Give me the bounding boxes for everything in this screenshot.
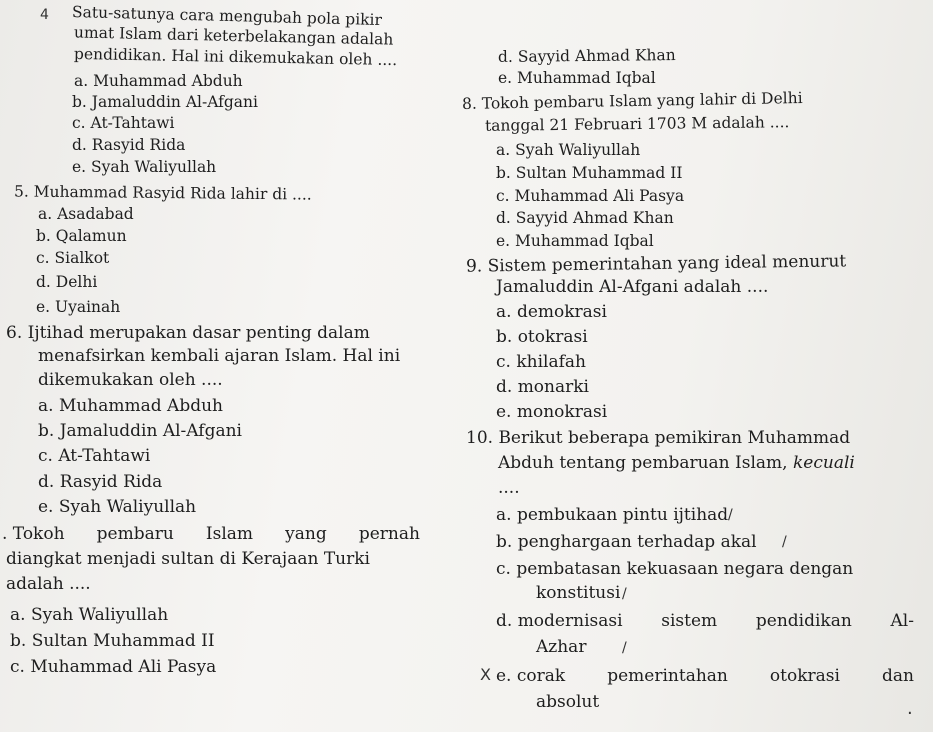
q6-line-2: menafsirkan kembali ajaran Islam. Hal ini xyxy=(38,346,401,366)
q6-option-e: e. Syah Waliyullah xyxy=(38,497,197,517)
q4-option-b: b. Jamaluddin Al-Afgani xyxy=(72,93,258,111)
q10-line-3: .... xyxy=(498,478,520,498)
q8-line-2: tanggal 21 Februari 1703 M adalah .... xyxy=(484,113,790,135)
q10-line-2-text: Abduh tentang pembaruan Islam, xyxy=(498,453,788,473)
q9-line-2: Jamaluddin Al-Afgani adalah .... xyxy=(496,277,769,297)
q10-option-b: b. penghargaan terhadap akal xyxy=(496,532,757,552)
q10-e-word: e. corak xyxy=(496,666,566,686)
q10-option-c-line-1: c. pembatasan kekuasaan negara dengan xyxy=(496,559,854,579)
q10-e-word: otokrasi xyxy=(769,666,840,686)
q7-option-d: d. Sayyid Ahmad Khan xyxy=(497,46,676,66)
q10-option-d-line-1 xyxy=(496,611,914,631)
q10-d-word: pendidikan xyxy=(755,611,852,631)
q10-d-word: sistem xyxy=(661,611,718,631)
q6-option-c: c. At-Tahtawi xyxy=(38,446,151,466)
q7-option-e: e. Muhammad Iqbal xyxy=(498,69,656,87)
q7-line-1 xyxy=(2,524,420,544)
q10-e-word: pemerintahan xyxy=(607,666,728,686)
q5-option-c: c. Sialkot xyxy=(36,249,110,267)
q7-word: pembaru xyxy=(96,524,174,544)
q7-option-b: b. Sultan Muhammad II xyxy=(10,631,215,651)
q9-option-d: d. monarki xyxy=(496,377,589,397)
q8-option-a: a. Syah Waliyullah xyxy=(496,141,641,159)
q8-option-d: d. Sayyid Ahmad Khan xyxy=(496,209,674,227)
q10-option-c-line-2: konstitusi xyxy=(536,583,621,603)
q8-line-1: 8. Tokoh pembaru Islam yang lahir di Delhi xyxy=(461,89,803,113)
q5-option-e: e. Uyainah xyxy=(36,298,121,316)
q10-option-a: a. pembukaan pintu ijtihad xyxy=(496,505,729,525)
q10-line-1: 10. Berikut beberapa pemikiran Muhammad xyxy=(466,428,851,448)
q10-line-2 xyxy=(498,453,855,473)
ink-dot-icon: · xyxy=(907,703,913,724)
q7-word: yang xyxy=(285,524,327,544)
q8-option-c: c. Muhammad Ali Pasya xyxy=(496,187,685,205)
q10-d-word: d. modernisasi xyxy=(496,611,623,631)
pencil-check-mark: / xyxy=(622,586,627,602)
q9-option-e: e. monokrasi xyxy=(496,402,608,422)
q4-option-e: e. Syah Waliyullah xyxy=(72,158,217,176)
q10-option-e-line-1 xyxy=(496,666,914,686)
pencil-check-mark: / xyxy=(782,534,787,550)
q5-question: 5. Muhammad Rasyid Rida lahir di .... xyxy=(13,182,312,204)
q9-line-1: 9. Sistem pemerintahan yang ideal menurut xyxy=(465,251,847,277)
q4-line-2: umat Islam dari keterbelakangan adalah xyxy=(73,23,394,49)
q7-word: pernah xyxy=(358,524,420,544)
pencil-cross-mark: X xyxy=(480,665,491,684)
q10-option-d-line-2: Azhar xyxy=(536,637,587,657)
handwritten-note-kecuali: kecuali xyxy=(792,453,855,473)
q7-option-a: a. Syah Waliyullah xyxy=(10,605,169,625)
q7-option-c: c. Muhammad Ali Pasya xyxy=(10,657,217,677)
pencil-check-mark: / xyxy=(622,640,627,656)
question-number-4: 4 xyxy=(40,7,49,23)
q6-line-3: dikemukakan oleh .... xyxy=(38,370,223,390)
q6-option-b: b. Jamaluddin Al-Afgani xyxy=(38,421,242,441)
q10-option-e-line-2: absolut xyxy=(536,692,600,712)
q6-line-1: 6. Ijtihad merupakan dasar penting dalam xyxy=(6,323,370,343)
q9-option-c: c. khilafah xyxy=(496,352,586,372)
q4-line-1: Satu-satunya cara mengubah pola pikir xyxy=(71,2,383,30)
q4-line-3: pendidikan. Hal ini dikemukakan oleh .... xyxy=(73,44,398,70)
q8-option-b: b. Sultan Muhammad II xyxy=(496,164,683,182)
q7-line-2: diangkat menjadi sultan di Kerajaan Turki xyxy=(6,549,370,569)
q10-e-word: dan xyxy=(882,666,914,686)
q5-option-d: d. Delhi xyxy=(36,273,98,291)
q4-option-c: c. At-Tahtawi xyxy=(72,114,175,132)
pencil-check-mark: / xyxy=(728,507,733,523)
q4-option-a: a. Muhammad Abduh xyxy=(74,72,243,90)
q10-d-word: Al- xyxy=(890,611,914,631)
q8-option-e: e. Muhammad Iqbal xyxy=(496,232,654,250)
q6-option-a: a. Muhammad Abduh xyxy=(38,396,223,416)
q4-option-d: d. Rasyid Rida xyxy=(72,136,186,154)
q7-word: . Tokoh xyxy=(2,524,65,544)
q7-word: Islam xyxy=(205,524,254,544)
q9-option-b: b. otokrasi xyxy=(496,327,588,347)
q7-line-3: adalah .... xyxy=(6,574,91,594)
q9-option-a: a. demokrasi xyxy=(496,302,607,322)
q5-option-a: a. Asadabad xyxy=(38,205,134,223)
q5-option-b: b. Qalamun xyxy=(36,227,127,245)
q6-option-d: d. Rasyid Rida xyxy=(38,472,163,492)
